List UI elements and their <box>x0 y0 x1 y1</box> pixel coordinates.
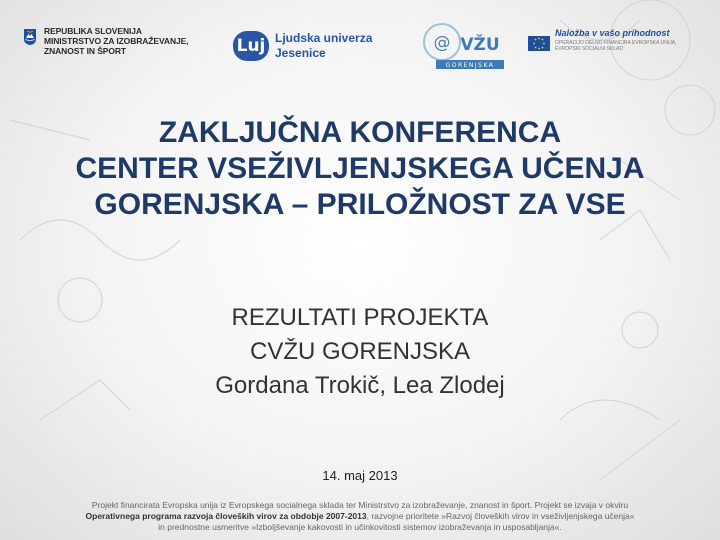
svg-text:VŽU: VŽU <box>460 35 500 55</box>
cvzu-label: GORENJSKA <box>445 62 495 69</box>
title-line-3: GORENJSKA – PRILOŽNOST ZA VSE <box>94 188 626 221</box>
eu-flag-icon <box>528 36 550 51</box>
luj-logo-line-1: Ljudska univerza <box>275 31 373 45</box>
title-line-1: ZAKLJUČNA KONFERENCA <box>158 116 562 149</box>
footer-line-1: Projekt financirata Evropska unija iz Evropskega socialnega sklada ter Ministrstvo za izobraževanje, znanost in šport. Projekt se izvaja v okviru <box>91 500 629 510</box>
cvzu-gorenjska-logo <box>420 20 504 72</box>
subtitle-line-2: CVŽU GORENJSKA <box>249 338 471 365</box>
eu-funding-logo <box>528 28 680 52</box>
slide-subtitle <box>0 301 720 403</box>
gov-logo-line-1: REPUBLIKA SLOVENIJA <box>44 26 142 36</box>
funding-footer <box>0 500 720 533</box>
eu-subtext: OPERACIJO DELNO FINANCIRA EVROPSKA UNIJA, EVROPSKI SOCIALNI SKLAD <box>555 40 677 52</box>
title-line-2: CENTER VSEŽIVLJENJSKEGA UČENJA <box>75 152 645 185</box>
slide-title <box>0 115 720 223</box>
footer-line-2-rest: , razvojne prioritete »Razvoj človeških virov in vseživljenjskega učenja« <box>366 511 635 521</box>
svg-text:@: @ <box>433 33 451 53</box>
footer-line-3: in prednostne usmeritve »Izboljševanje kakovosti in učinkovitosti sistemov izobraževanja in usposabljanja«. <box>158 522 562 532</box>
gov-logo-line-3: ZNANOST IN ŠPORT <box>44 46 126 56</box>
logo-header <box>0 0 720 78</box>
slovenia-crest-icon <box>24 29 36 45</box>
presentation-date: 14. maj 2013 <box>322 468 398 483</box>
footer-programme: Operativnega programa razvoja človeških virov za obdobje 2007-2013 <box>85 511 367 521</box>
gov-logo-line-2: MINISTRSTVO ZA IZOBRAŽEVANJE, <box>44 36 189 46</box>
footer-line-2 <box>0 511 720 522</box>
subtitle-line-1: REZULTATI PROJEKTA <box>231 304 489 331</box>
ministry-logo <box>24 26 188 56</box>
eu-slogan: Naložba v vašo prihodnost <box>555 28 670 38</box>
ljudska-univerza-logo <box>233 31 372 61</box>
luj-badge-icon: Luj <box>233 31 269 61</box>
luj-logo-line-2: Jesenice <box>275 46 326 60</box>
presenters: Gordana Trokič, Lea Zlodej <box>215 372 505 399</box>
